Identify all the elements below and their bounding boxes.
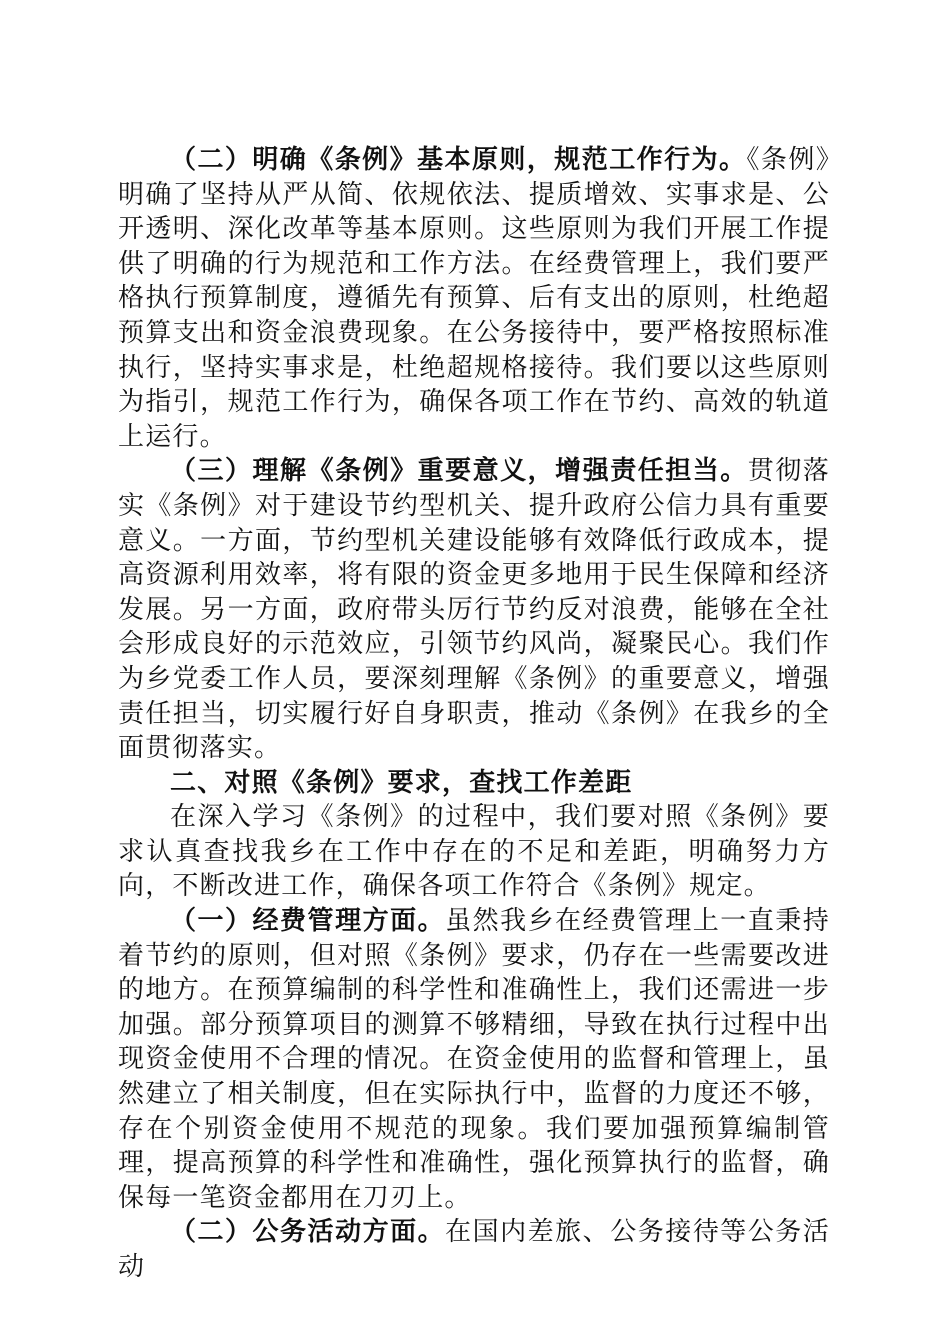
paragraph-gaps-intro-text: 在深入学习《条例》的过程中，我们要对照《条例》要求认真查找我乡在工作中存在的不足和差距，明确努力方向，不断改进工作，确保各项工作符合《条例》规定。 <box>118 802 830 902</box>
section-heading-gaps: 二、对照《条例》要求，查找工作差距 <box>170 767 633 798</box>
paragraph-significance-text: 贯彻落实《条例》对于建设节约型机关、提升政府公信力具有重要意义。一方面，节约型机关建设能够有效降低行政成本，提高资源利用效率，将有限的资金更多地用于民生保障和经济发展。另一方面，政府带头厉行节约反对浪费，能够在全社会形成良好的示范效应，引领节约风尚，凝聚民心。我们作为乡党委工作人员，要深刻理解《条例》的重要意义，增强责任担当，切实履行好自身职责，推动《条例》在我乡的全面贯彻落实。 <box>118 456 830 764</box>
document-body <box>118 143 830 1285</box>
subheading-principles: （二）明确《条例》基本原则，规范工作行为。 <box>170 145 747 175</box>
paragraph-official-activities <box>118 1215 830 1284</box>
subheading-significance: （三）理解《条例》重要意义，增强责任担当。 <box>170 456 748 487</box>
paragraph-funding-text: 虽然我乡在经费管理上一直秉持着节约的原则，但对照《条例》要求，仍存在一些需要改进的地方。在预算编制的科学性和准确性上，我们还需进一步加强。部分预算项目的测算不够精细，导致在执行过程中出现资金使用不合理的情况。在资金使用的监督和管理上，虽然建立了相关制度，但在实际执行中，监督的力度还不够，存在个别资金使用不规范的现象。我们要加强预算编制管理，提高预算的科学性和准确性，强化预算执行的监督，确保每一笔资金都用在刀刃上。 <box>118 906 830 1213</box>
paragraph-gaps-intro <box>118 800 830 904</box>
paragraph-official-activities-text: 在国内差旅、公务接待等公务活动 <box>118 1217 830 1282</box>
paragraph-significance <box>118 454 830 765</box>
paragraph-principles-text: 《条例》明确了坚持从严从简、依规依法、提质增效、实事求是、公开透明、深化改革等基本原则。这些原则为我们开展工作提供了明确的行为规范和工作方法。在经费管理上，我们要严格执行预算制度，遵循先有预算、后有支出的原则，杜绝超预算支出和资金浪费现象。在公务接待中，要严格按照标准执行，坚持实事求是，杜绝超规格接待。我们要以这些原则为指引，规范工作行为，确保各项工作在节约、高效的轨道上运行。 <box>118 145 830 452</box>
subheading-funding: （一）经费管理方面。 <box>170 906 446 937</box>
paragraph-funding <box>118 904 830 1215</box>
paragraph-principles <box>118 143 830 454</box>
subheading-official-activities: （二）公务活动方面。 <box>170 1217 446 1248</box>
